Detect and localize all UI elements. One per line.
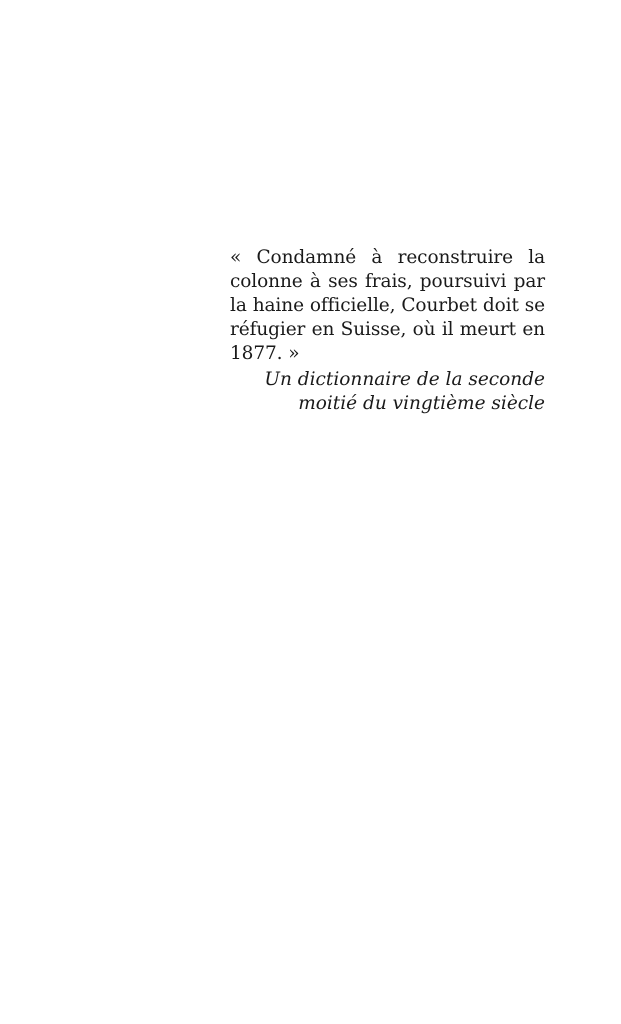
epigraph-source <box>230 368 545 416</box>
epigraph <box>230 246 545 416</box>
epigraph-source-line-1: Un dictionnaire de la seconde <box>264 369 545 390</box>
epigraph-quote: « Condamné à reconstruire la colonne à ses frais, poursuivi par la haine officielle, Courbet doit se réfugier en Suisse, où il meurt en 1877. » <box>230 247 545 364</box>
epigraph-source-line-2: moitié du vingtième siècle <box>298 393 545 414</box>
